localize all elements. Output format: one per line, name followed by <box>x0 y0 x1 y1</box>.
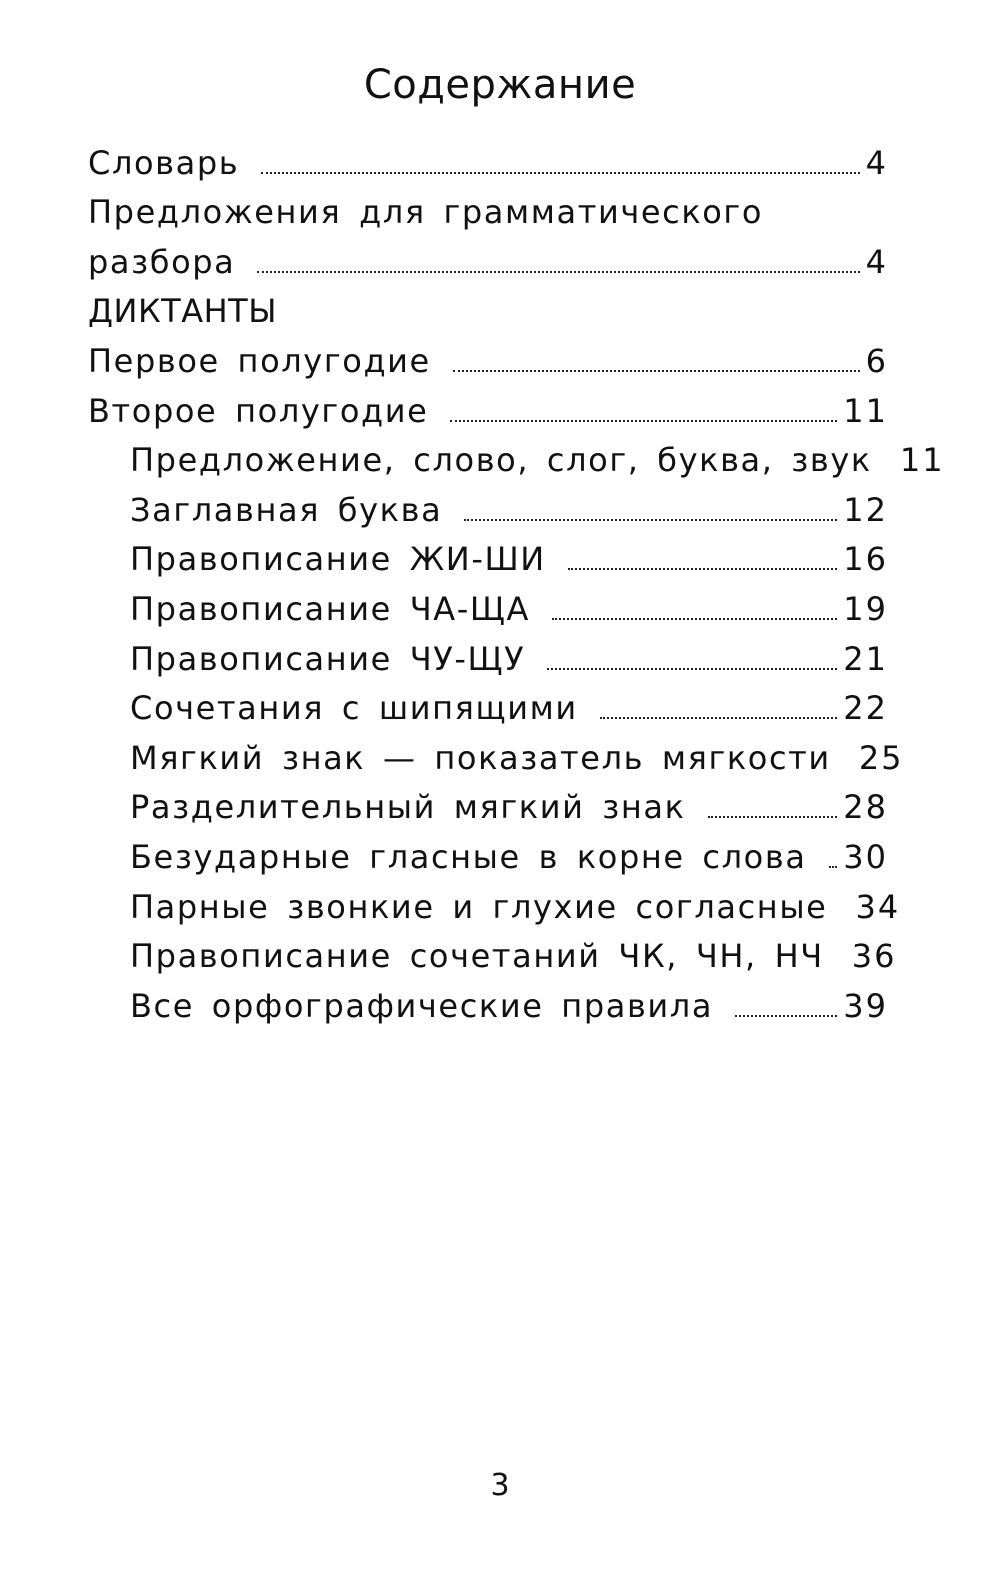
toc-entry-page: 34 <box>855 887 901 926</box>
toc-entry[interactable] <box>88 234 888 284</box>
toc-entry-page: 11 <box>899 441 945 480</box>
page-number: 3 <box>490 1468 510 1503</box>
toc-subentry[interactable] <box>88 730 904 780</box>
toc-entry-page: 22 <box>843 689 888 728</box>
dot-leader <box>257 271 859 273</box>
toc-entry-label: Правописание ЧУ-ЩУ <box>130 639 526 678</box>
toc-subentry[interactable] <box>88 631 888 681</box>
toc-entry-label: Правописание ЖИ-ШИ <box>130 540 546 579</box>
toc-entry-label: Заглавная буква <box>130 490 443 529</box>
toc-entry-page: 25 <box>858 738 904 777</box>
toc-entry-page: 39 <box>843 986 888 1025</box>
toc-entry-label: Правописание ЧА-ЩА <box>130 589 530 628</box>
toc-subentry[interactable] <box>88 978 888 1028</box>
toc-subentry[interactable] <box>88 879 901 929</box>
toc-entry-page: 21 <box>843 639 888 678</box>
toc-entry-label: Правописание сочетаний ЧК, ЧН, НЧ <box>130 937 824 976</box>
dot-leader <box>547 668 837 670</box>
toc-entry-label: Парные звонкие и глухие согласные <box>130 887 828 926</box>
page-title: Содержание <box>363 62 637 108</box>
toc-entry-label: Разделительный мягкий знак <box>130 788 686 827</box>
toc-entry-page: 16 <box>843 540 888 579</box>
toc-entry-page: 30 <box>843 837 888 876</box>
toc-subentry[interactable] <box>88 681 888 731</box>
toc-entry-page: 4 <box>865 143 888 182</box>
toc-subentry[interactable] <box>88 433 945 483</box>
toc-entry-label: Первое полугодие <box>88 341 431 380</box>
toc-entry[interactable] <box>88 383 888 433</box>
toc-subentry[interactable] <box>88 829 888 879</box>
toc-section-label: ДИКТАНТЫ <box>88 292 277 331</box>
toc-entry-label: Словарь <box>88 143 240 182</box>
dot-leader <box>453 370 860 372</box>
toc-section-heading <box>88 284 888 334</box>
toc-entry-label: Безударные гласные в корне слова <box>130 837 807 876</box>
toc-entry-page: 6 <box>865 341 888 380</box>
toc-entry-label: Второе полугодие <box>88 391 429 430</box>
toc-entry-label: разбора <box>88 242 236 281</box>
dot-leader <box>261 172 859 174</box>
dot-leader <box>450 420 837 422</box>
table-of-contents <box>88 135 945 1028</box>
toc-subentry[interactable] <box>88 482 888 532</box>
toc-entry-label: Сочетания с шипящими <box>130 689 578 728</box>
dot-leader <box>829 866 838 868</box>
dot-leader <box>600 717 837 719</box>
dot-leader <box>568 568 837 570</box>
toc-entry[interactable] <box>88 185 888 235</box>
toc-entry-page: 4 <box>865 242 888 281</box>
toc-entry-page: 11 <box>843 391 888 430</box>
toc-entry[interactable] <box>88 333 888 383</box>
toc-subentry[interactable] <box>88 929 897 979</box>
toc-entry-label: Предложения для грамматического <box>88 193 764 232</box>
toc-entry-label: Мягкий знак — показатель мягкости <box>130 738 831 777</box>
toc-entry-page: 28 <box>843 788 888 827</box>
dot-leader <box>735 1015 837 1017</box>
toc-entry-page: 19 <box>843 589 888 628</box>
toc-subentry[interactable] <box>88 780 888 830</box>
toc-entry-page: 36 <box>851 937 897 976</box>
toc-subentry[interactable] <box>88 532 888 582</box>
toc-subentry[interactable] <box>88 581 888 631</box>
toc-entry-label: Все орфографические правила <box>130 986 714 1025</box>
toc-entry-label: Предложение, слово, слог, буква, звук <box>130 441 872 480</box>
dot-leader <box>552 618 837 620</box>
toc-entry-page: 12 <box>843 490 888 529</box>
dot-leader <box>464 519 837 521</box>
toc-entry[interactable] <box>88 135 888 185</box>
dot-leader <box>708 816 838 818</box>
